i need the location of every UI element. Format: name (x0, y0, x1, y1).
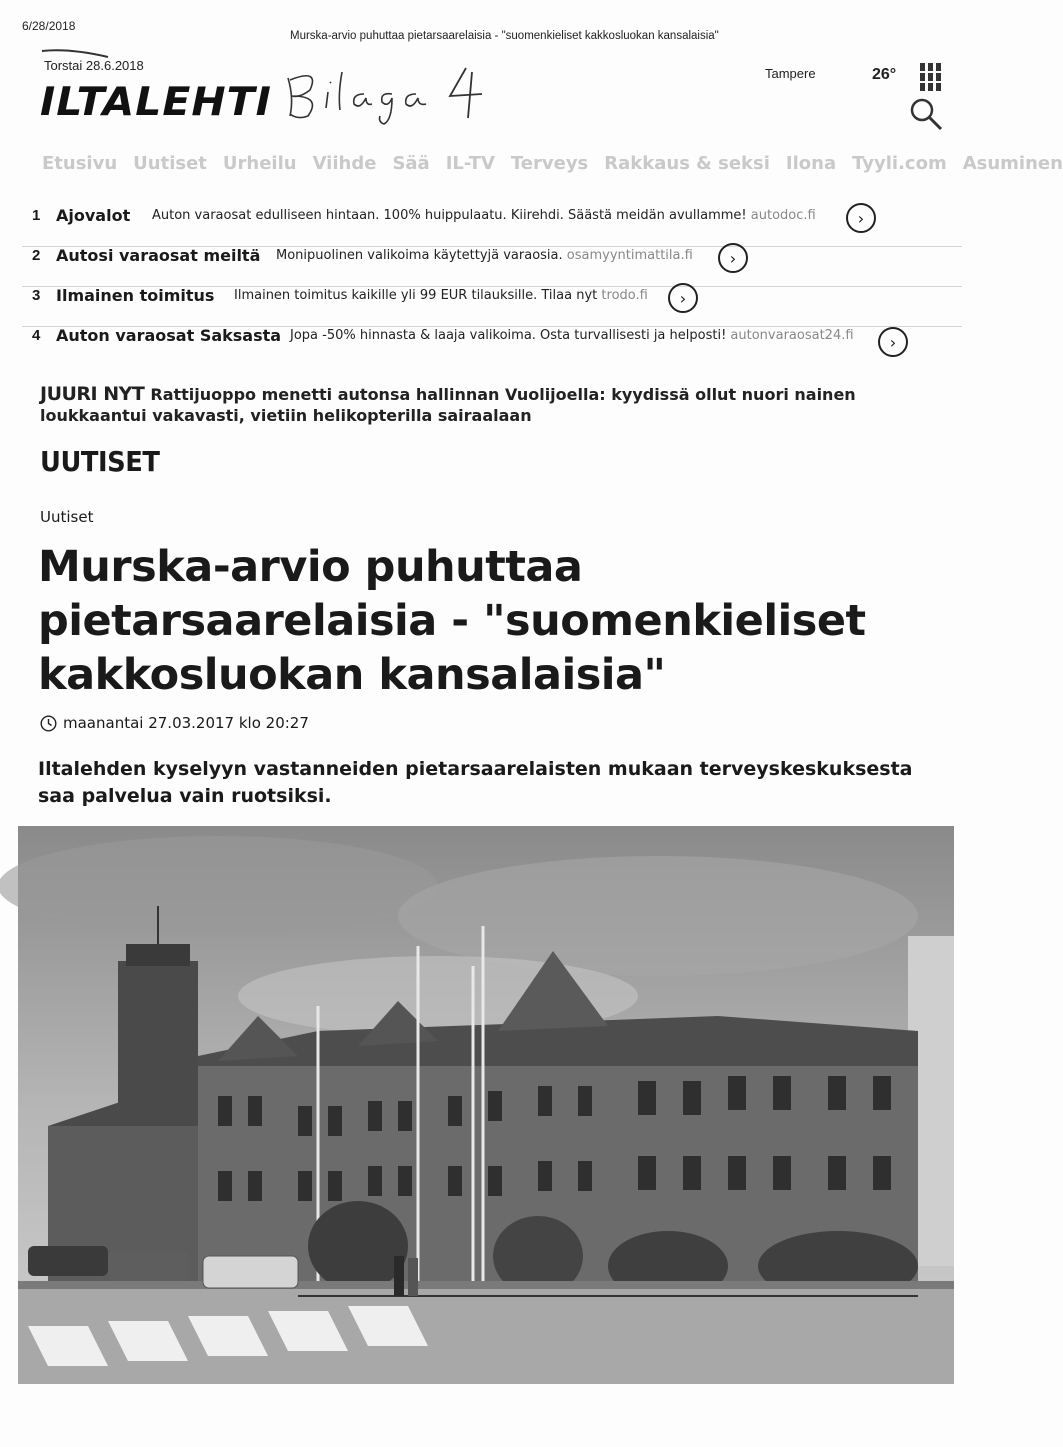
ad-title[interactable]: Autosi varaosat meiltä (56, 246, 261, 265)
chevron-right-icon[interactable]: › (846, 203, 876, 233)
article-headline: Murska-arvio puhuttaa pietarsaarelaisia - "suomenkieliset kakkosluokan kansalaisia" (38, 542, 866, 700)
nav-item-terveys[interactable]: Terveys (510, 153, 589, 174)
section-heading[interactable]: UUTISET (40, 445, 160, 478)
building-photo-illustration (18, 826, 954, 1384)
nav-item-viihde[interactable]: Viihde (312, 153, 377, 174)
nav-item-il-tv[interactable]: IL-TV (445, 153, 495, 174)
ad-domain[interactable]: trodo.fi (601, 288, 648, 303)
article-photo[interactable] (18, 826, 954, 1384)
main-navigation (42, 153, 1063, 174)
print-date: 6/28/2018 (22, 19, 76, 33)
ad-row[interactable] (22, 287, 962, 327)
clock-icon (40, 715, 57, 732)
ad-number: 4 (32, 327, 41, 344)
ad-title[interactable]: Ajovalot (56, 206, 131, 225)
ad-description: Ilmainen toimitus kaikille yli 99 EUR tilauksille. Tilaa nyt (234, 288, 598, 303)
search-icon[interactable] (908, 96, 944, 132)
ad-description: Jopa -50% hinnasta & laaja valikoima. Osta turvallisesti ja helposti! (290, 328, 727, 343)
print-page-title: Murska-arvio puhuttaa pietarsaarelaisia - "suomenkieliset kakkosluokan kansalaisia" (290, 30, 719, 42)
nav-item-asuminen[interactable]: Asuminen (962, 153, 1063, 174)
ad-number: 1 (32, 207, 41, 224)
breaking-news-tag: JUURI NYT (40, 383, 145, 405)
nav-item-uutiset[interactable]: Uutiset (133, 153, 207, 174)
ad-row[interactable] (22, 327, 962, 367)
breaking-news[interactable] (40, 383, 870, 426)
section-label[interactable]: Uutiset (40, 508, 94, 526)
article-timestamp: maanantai 27.03.2017 klo 20:27 (63, 714, 309, 732)
article-meta (40, 714, 309, 732)
ad-number: 3 (32, 287, 41, 304)
chevron-right-icon[interactable]: › (718, 243, 748, 273)
handwritten-note-text: Bilaga 4 (280, 58, 285, 59)
nav-item-urheilu[interactable]: Urheilu (222, 153, 297, 174)
breaking-news-text[interactable]: Rattijuoppo menetti autonsa hallinnan Vuolijoella: kyydissä ollut nuori nainen loukkaantui vakavasti, vietiin helikopterilla sairaalaan (40, 385, 856, 425)
article-lead: Iltalehden kyselyyn vastanneiden pietarsaarelaisten mukaan terveyskeskuksesta saa palvelua vain ruotsiksi. (38, 758, 913, 807)
header-date: Torstai 28.6.2018 (44, 58, 144, 73)
weather-city[interactable]: Tampere (765, 66, 816, 81)
chevron-right-icon[interactable]: › (668, 283, 698, 313)
chevron-right-icon[interactable]: › (878, 327, 908, 357)
ad-title[interactable]: Auton varaosat Saksasta (56, 326, 282, 345)
ad-title[interactable]: Ilmainen toimitus (56, 286, 215, 305)
ad-domain[interactable]: autonvaraosat24.fi (730, 328, 854, 343)
ad-row[interactable] (22, 207, 962, 247)
handwritten-note (280, 58, 510, 128)
ad-description: Auton varaosat edulliseen hintaan. 100% huippulaatu. Kiirehdi. Säästä meidän avullamme! (152, 208, 747, 223)
grid-icon[interactable] (919, 62, 943, 92)
ad-row[interactable] (22, 247, 962, 287)
weather-temperature: 26° (872, 66, 897, 83)
site-logo[interactable]: ILTALEHTI (40, 80, 272, 125)
ad-domain[interactable]: osamyyntimattila.fi (566, 248, 693, 263)
nav-item-saa[interactable]: Sää (392, 153, 430, 174)
nav-item-etusivu[interactable]: Etusivu (42, 153, 118, 174)
nav-item-rakkaus-seksi[interactable]: Rakkaus & seksi (604, 153, 770, 174)
ad-description: Monipuolinen valikoima käytettyjä varaosia. (276, 248, 563, 263)
nav-item-tyyli[interactable]: Tyyli.com (852, 153, 947, 174)
ad-number: 2 (32, 247, 41, 264)
ad-domain[interactable]: autodoc.fi (750, 208, 816, 223)
nav-item-ilona[interactable]: Ilona (785, 153, 837, 174)
